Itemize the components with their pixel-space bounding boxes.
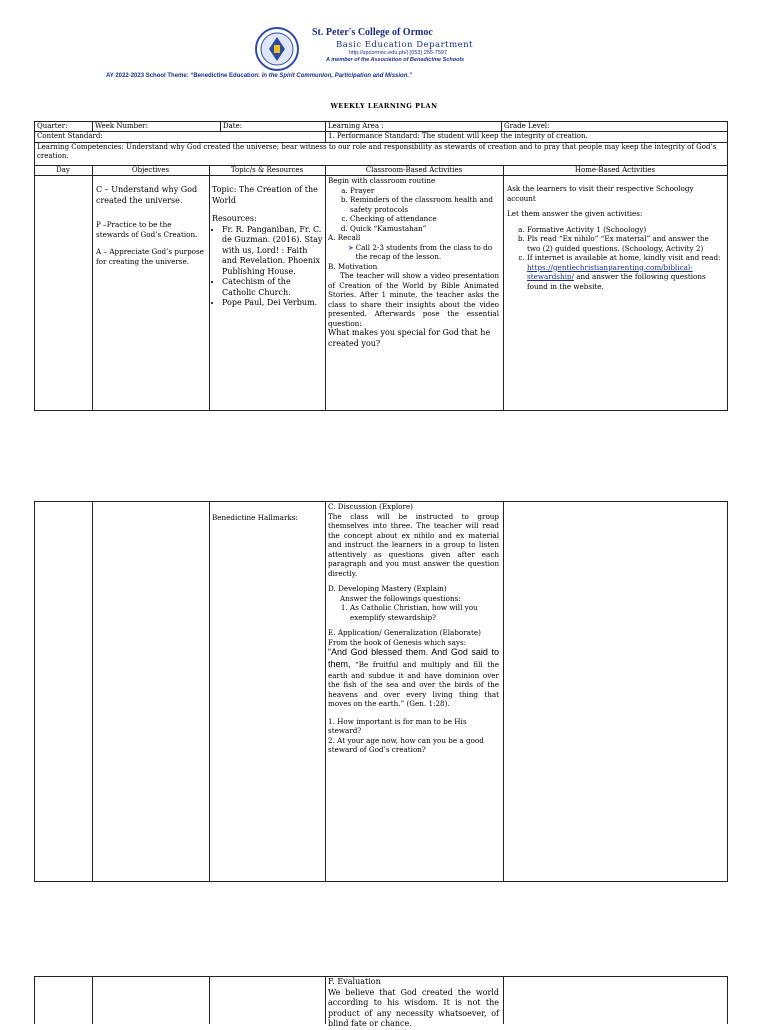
discussion-text: The class will be instructed to group themselves into three. The teacher will read the concept about ex nihilo and ex material and instruct the learners in a group to listen attentively as questions given after each paragraph and you must answer the question directly. <box>328 511 499 578</box>
learning-competencies: Learning Competencies: Understand why God created the universe; bear witness to our role and responsibility as stewards of creation and to pray that people may keep the integrity of God’s creation. <box>37 143 717 161</box>
department-name: Basic Education Department <box>336 40 474 50</box>
classroom-cell-2 <box>328 502 499 755</box>
objective-p: P –Practice to be the stewards of God’s Creation. <box>96 220 198 239</box>
topic-title: Topic: The Creation of the World <box>212 185 318 205</box>
school-name: St. Peter's College of Ormoc <box>312 27 433 38</box>
discussion-heading: C. Discussion (Explore) <box>328 502 413 511</box>
mastery-question: 1. As Catholic Christian, how will you exemplify stewardship? <box>350 603 499 622</box>
home-intro: Ask the learners to visit their respective Schoology account <box>507 184 694 203</box>
resource-item: • Catechism of the Catholic Church. <box>222 277 323 298</box>
home-cell <box>507 184 723 291</box>
resources-label: Resources: <box>212 214 257 224</box>
date-label: Date: <box>223 122 243 130</box>
routine-item: b. Reminders of the classroom health and safety protocols <box>350 195 499 214</box>
application-heading: E. Application/ Generalization (Elaborate) <box>328 628 481 637</box>
grade-level-label: Grade Level: <box>504 122 550 130</box>
resource-item: • Fr. R. Panganiban, Fr. C. de Guzman. (2016). Stay with us, Lord! : Faith and Revelation. Phoenix Publishing House. <box>222 225 323 278</box>
genesis-quote: “And God blessed them. And God said to them, “Be fruitful and multiply and fill the earth and subdue it and have dominion over the fish of the sea and over the birds of the heavens and over every living thing that moves on the earth.” (Gen. 1:28). <box>328 647 499 709</box>
arrow-bullet-icon: ➤ <box>348 242 355 252</box>
document-title: WEEKLY LEARNING PLAN <box>330 102 438 110</box>
mastery-intro: Answer the followings questions: <box>340 593 461 603</box>
question-1: 1. How important is for man to be His steward? <box>328 716 467 736</box>
routine-heading: Begin with classroom routine <box>328 176 436 185</box>
objectives-cell <box>96 185 206 266</box>
col-classroom: Classroom-Based Activities <box>365 166 463 174</box>
evaluation-heading: F. Evaluation <box>328 977 381 986</box>
learning-area-label: Learning Area : <box>328 122 384 130</box>
school-contact[interactable]: http://spcormoc.edu.ph/| (053) 255-7597 <box>349 50 448 56</box>
recall-heading: A. Recall <box>328 233 361 242</box>
performance-standard: 1. Performance Standard: The student will keep the integrity of creation. <box>328 132 588 140</box>
essential-question: What makes you special for God that he created you? <box>328 328 491 348</box>
classroom-cell-3 <box>328 977 499 1030</box>
classroom-cell-1 <box>328 176 499 349</box>
evaluation-text: We believe that God created the world according to his wisdom. It is not the product of any necessity whatsoever, of blind fate or chance. <box>328 987 499 1029</box>
home-activity-b: b. Pls read “Ex nihilo” “Ex material” and answer the two (2) guided questions. (Schoology, Activity 2) <box>527 234 723 253</box>
topics-cell <box>212 185 323 309</box>
home-activity-a: a. Formative Activity 1 (Schoology) <box>527 225 723 235</box>
home-activity-c: c. If internet is available at home, kindly visit and read: https://gentlechristianparenting.com/biblical-stewardship/ and answer the following questions found in the website. <box>527 253 723 291</box>
quarter-label: Quarter: <box>37 122 68 130</box>
benedictine-hallmarks: Benedictine Hallmarks: <box>212 513 298 522</box>
col-topics: Topic/s & Resources <box>230 166 304 174</box>
routine-item: c. Checking of attendance <box>350 214 499 224</box>
question-2: 2. At your age now, how can you be a good steward of God’s creation? <box>328 735 484 755</box>
school-logo <box>252 26 302 72</box>
application-lead: From the book of Genesis which says: <box>328 637 467 647</box>
objective-a: A – Appreciate God’s purpose for creating the universe. <box>96 247 204 266</box>
objective-c: C – Understand why God created the universe. <box>96 185 198 205</box>
school-theme: AY 2022-2023 School Theme: “Benedictine Education: In the Spirit Communion, Participation and Mission.” <box>106 73 413 79</box>
routine-item: a. Prayer <box>350 186 499 196</box>
col-day: Day <box>56 166 70 174</box>
col-objectives: Objectives <box>131 166 170 174</box>
resource-item: • Pope Paul, Dei Verbum. <box>222 298 323 309</box>
motivation-text: The teacher will show a video presentation of Creation of the World by Bible Animated Stories. After 1 minute, the teacher asks the class to share their insights about the video presented. Afterwards pose the essential question: <box>328 271 499 328</box>
member-note: A member of the Association of Benedictine Schools <box>326 57 465 63</box>
motivation-heading: B. Motivation <box>328 261 378 271</box>
home-lead: Let them answer the given activities: <box>507 209 643 218</box>
col-home: Home-Based Activities <box>574 166 656 174</box>
recall-item: Call 2-3 students from the class to do the recap of the lesson. <box>355 242 493 261</box>
content-standard-label: Content Standard: <box>37 132 103 140</box>
routine-item: d. Quick “Kamustahan” <box>350 224 499 234</box>
mastery-heading: D. Developing Mastery (Explain) <box>328 584 447 593</box>
stewardship-link[interactable]: https://gentlechristianparenting.com/biblical-stewardship/ <box>527 262 693 281</box>
week-label: Week Number: <box>95 122 148 130</box>
